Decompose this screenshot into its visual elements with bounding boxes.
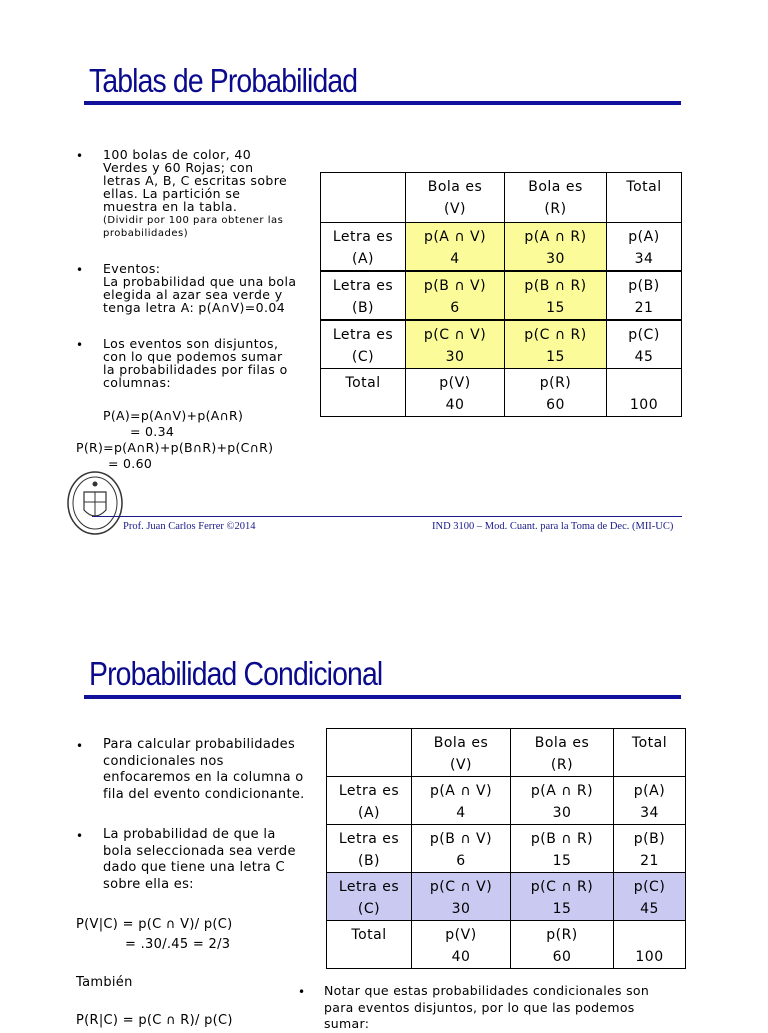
- text-line: muestra en la tabla.: [103, 199, 238, 214]
- cell-text: [609, 372, 679, 394]
- cell-text: 4: [456, 805, 466, 821]
- equation-pvc-result: = .30/.45 = 2/3: [125, 937, 231, 952]
- cell-text: (R): [544, 201, 567, 217]
- cell-text: 15: [552, 901, 572, 917]
- table-cell: [505, 369, 607, 417]
- cell-text: p(C ∩ V): [429, 879, 493, 895]
- text-line: Para calcular probabilidades: [103, 737, 296, 752]
- bullet-icon: •: [76, 338, 84, 352]
- cell-text: Total: [626, 179, 662, 195]
- slide1-title-rule: [84, 101, 681, 105]
- table-cell: [412, 825, 511, 873]
- table-cell: [321, 320, 406, 369]
- cell-text: (C): [351, 349, 375, 365]
- cell-text: p(B): [633, 831, 666, 847]
- cell-text: 15: [552, 853, 572, 869]
- text-line: ellas. La partición se: [103, 186, 241, 201]
- cell-text: 30: [445, 349, 465, 365]
- text-line: sumar:: [324, 1016, 370, 1031]
- slide2-title: Probabilidad Condicional: [89, 655, 383, 692]
- equation-pvc: P(V|C) = p(C ∩ V)/ p(C): [76, 917, 233, 932]
- table-header-cell: [406, 173, 505, 223]
- cell-text: (V): [449, 757, 472, 773]
- cell-text: p(C ∩ V): [423, 327, 487, 343]
- text-line: bola seleccionada sea verde: [103, 843, 296, 859]
- cell-text: p(A ∩ R): [530, 783, 594, 799]
- also-label: También: [76, 975, 133, 990]
- table-header-cell: [321, 173, 406, 223]
- cell-text: Letra es: [332, 229, 394, 245]
- cell-text: p(B ∩ R): [524, 278, 587, 294]
- table-cell: [614, 921, 686, 969]
- footer-author: Prof. Juan Carlos Ferrer ©2014: [123, 521, 256, 532]
- cell-text: 21: [634, 300, 654, 316]
- text-line: con lo que podemos sumar: [103, 349, 283, 364]
- cell-text: 40: [451, 949, 471, 965]
- cell-text: 30: [546, 251, 565, 267]
- text-line: La probabilidad que una bola: [103, 274, 297, 289]
- cell-text: p(C): [633, 879, 666, 895]
- table-cell: [505, 271, 607, 320]
- table-cell: [607, 369, 682, 417]
- cell-text: (C): [357, 901, 381, 917]
- cell-text: [616, 924, 683, 946]
- cell-text: p(B ∩ R): [530, 831, 594, 847]
- equation-prc: P(R|C) = p(C ∩ R)/ p(C): [76, 1013, 233, 1028]
- text-line: letras A, B, C escritas sobre: [103, 173, 288, 188]
- table-cell: [614, 873, 686, 921]
- cell-text: 45: [640, 901, 659, 917]
- cell-text: 21: [640, 853, 659, 869]
- cell-text: p(V): [439, 375, 471, 391]
- table-cell: [505, 320, 607, 369]
- cell-text: 6: [456, 853, 466, 869]
- cell-text: Bola es: [433, 735, 489, 751]
- cell-text: p(A ∩ V): [429, 783, 493, 799]
- cell-text: 100: [629, 397, 659, 413]
- table-cell: [511, 825, 614, 873]
- cell-text: Total: [631, 735, 668, 751]
- cell-text: 100: [635, 949, 664, 965]
- slide1-bullet2: [103, 262, 313, 314]
- cell-text: (A): [357, 805, 380, 821]
- table-cell: [511, 777, 614, 825]
- cell-text: (A): [351, 251, 374, 267]
- text-line: enfocaremos en la columna o: [103, 770, 304, 785]
- table-cell: [607, 320, 682, 369]
- text-line: dado que tiene una letra C: [103, 860, 285, 875]
- text-line: probabilidades): [103, 228, 189, 239]
- text-line: columnas:: [103, 375, 171, 390]
- cell-text: 30: [552, 805, 572, 821]
- table-cell: [614, 777, 686, 825]
- cell-text: p(A): [628, 229, 660, 245]
- cell-text: p(B ∩ V): [429, 831, 493, 847]
- cell-text: p(C ∩ R): [524, 327, 587, 343]
- text-line: sobre ella es:: [103, 876, 194, 892]
- cell-text: 60: [546, 397, 565, 413]
- bullet-icon: •: [76, 739, 84, 753]
- cell-text: 6: [450, 300, 460, 316]
- cell-text: 34: [640, 805, 659, 821]
- table-cell: [607, 223, 682, 272]
- text-line: Notar que estas probabilidades condicionales son: [324, 983, 650, 998]
- cell-text: 15: [546, 349, 565, 365]
- cell-text: 60: [552, 949, 572, 965]
- cell-text: Total: [345, 375, 381, 391]
- equation-pa: P(A)=p(A∩V)+p(A∩R): [103, 408, 244, 423]
- text-line: elegida al azar sea verde y: [103, 287, 283, 302]
- table-cell: [327, 921, 412, 969]
- cell-text: 4: [450, 251, 460, 267]
- cell-text: Total: [351, 927, 387, 943]
- bullet-icon: •: [298, 985, 306, 999]
- cell-text: [323, 176, 403, 198]
- cell-text: p(R): [546, 927, 578, 943]
- text-line: (Dividir por 100 para obtener las: [103, 215, 284, 226]
- table-header-cell: [412, 729, 511, 777]
- bullet-icon: •: [76, 829, 84, 843]
- cell-text: p(A ∩ V): [423, 229, 487, 245]
- text-line: 100 bolas de color, 40: [103, 147, 252, 162]
- table-cell: [412, 873, 511, 921]
- conditional-probability-table: [326, 728, 686, 969]
- equation-pr: P(R)=p(A∩R)+p(B∩R)+p(C∩R): [76, 440, 274, 455]
- text-line: condicionales nos: [103, 753, 224, 769]
- table-cell: [406, 320, 505, 369]
- cell-text: p(C): [628, 327, 660, 343]
- cell-text: (V): [443, 201, 466, 217]
- slide1-bullet1: [103, 148, 303, 240]
- cell-text: 30: [451, 901, 471, 917]
- table-cell: [321, 271, 406, 320]
- table-cell: [327, 825, 412, 873]
- table-header-cell: [505, 173, 607, 223]
- cell-text: Bola es: [534, 735, 590, 751]
- table-header-cell: [607, 173, 682, 223]
- text-line: Los eventos son disjuntos,: [103, 336, 279, 351]
- table-cell: [614, 825, 686, 873]
- cell-text: p(A ∩ R): [524, 229, 587, 245]
- table-cell: [321, 223, 406, 272]
- footer-rule: [92, 516, 682, 517]
- cell-text: 15: [546, 300, 565, 316]
- cell-text: Bola es: [427, 179, 483, 195]
- text-line: La probabilidad de que la: [103, 827, 276, 842]
- table-cell: [412, 777, 511, 825]
- cell-text: Bola es: [528, 179, 583, 195]
- probability-table: [320, 172, 682, 417]
- cell-text: Letra es: [332, 327, 394, 343]
- table-header-cell: [511, 729, 614, 777]
- text-line: para eventos disjuntos, por lo que las podemos: [324, 999, 635, 1015]
- equation-pr-result: = 0.60: [108, 456, 153, 471]
- table-header-cell: [614, 729, 686, 777]
- text-line: fila del evento condicionante.: [103, 786, 305, 802]
- university-seal-icon: [66, 470, 124, 536]
- table-cell: [412, 921, 511, 969]
- cell-text: p(C ∩ R): [530, 879, 594, 895]
- cell-text: p(B): [628, 278, 660, 294]
- slide2-note: [324, 983, 694, 1033]
- slide1-bullet3: [103, 337, 313, 389]
- slide2-title-rule: [84, 695, 681, 699]
- cell-text: (B): [351, 300, 375, 316]
- slide2-bullet1: [103, 737, 318, 803]
- cell-text: 34: [634, 251, 654, 267]
- table-cell: [406, 271, 505, 320]
- table-cell: [321, 369, 406, 417]
- equation-pa-result: = 0.34: [130, 424, 175, 439]
- bullet-icon: •: [76, 263, 84, 277]
- cell-text: 45: [634, 349, 654, 365]
- cell-text: p(R): [539, 375, 572, 391]
- footer-course: IND 3100 – Mod. Cuant. para la Toma de Dec. (MII-UC): [432, 521, 674, 532]
- table-cell: [406, 223, 505, 272]
- cell-text: 40: [445, 397, 465, 413]
- bullet-icon: •: [76, 149, 84, 163]
- cell-text: (B): [357, 853, 381, 869]
- cell-text: p(B ∩ V): [423, 278, 487, 294]
- table-cell: [607, 271, 682, 320]
- cell-text: Letra es: [338, 879, 400, 895]
- table-cell: [406, 369, 505, 417]
- cell-text: p(A): [633, 783, 666, 799]
- text-line: Eventos:: [103, 261, 161, 276]
- table-cell: [505, 223, 607, 272]
- cell-text: (R): [550, 757, 574, 773]
- cell-text: Letra es: [338, 831, 400, 847]
- cell-text: [329, 732, 409, 754]
- table-cell: [511, 873, 614, 921]
- cell-text: Letra es: [338, 783, 400, 799]
- table-header-cell: [327, 729, 412, 777]
- cell-text: Letra es: [332, 278, 394, 294]
- text-line: la probabilidades por filas o: [103, 362, 288, 377]
- slide2-bullet2: [103, 827, 318, 893]
- text-line: Verdes y 60 Rojas; con: [103, 160, 254, 175]
- text-line: tenga letra A: p(A∩V)=0.04: [103, 300, 286, 315]
- cell-text: p(V): [445, 927, 477, 943]
- slide1-title: Tablas de Probabilidad: [89, 62, 358, 99]
- table-cell: [511, 921, 614, 969]
- table-cell: [327, 777, 412, 825]
- table-cell: [327, 873, 412, 921]
